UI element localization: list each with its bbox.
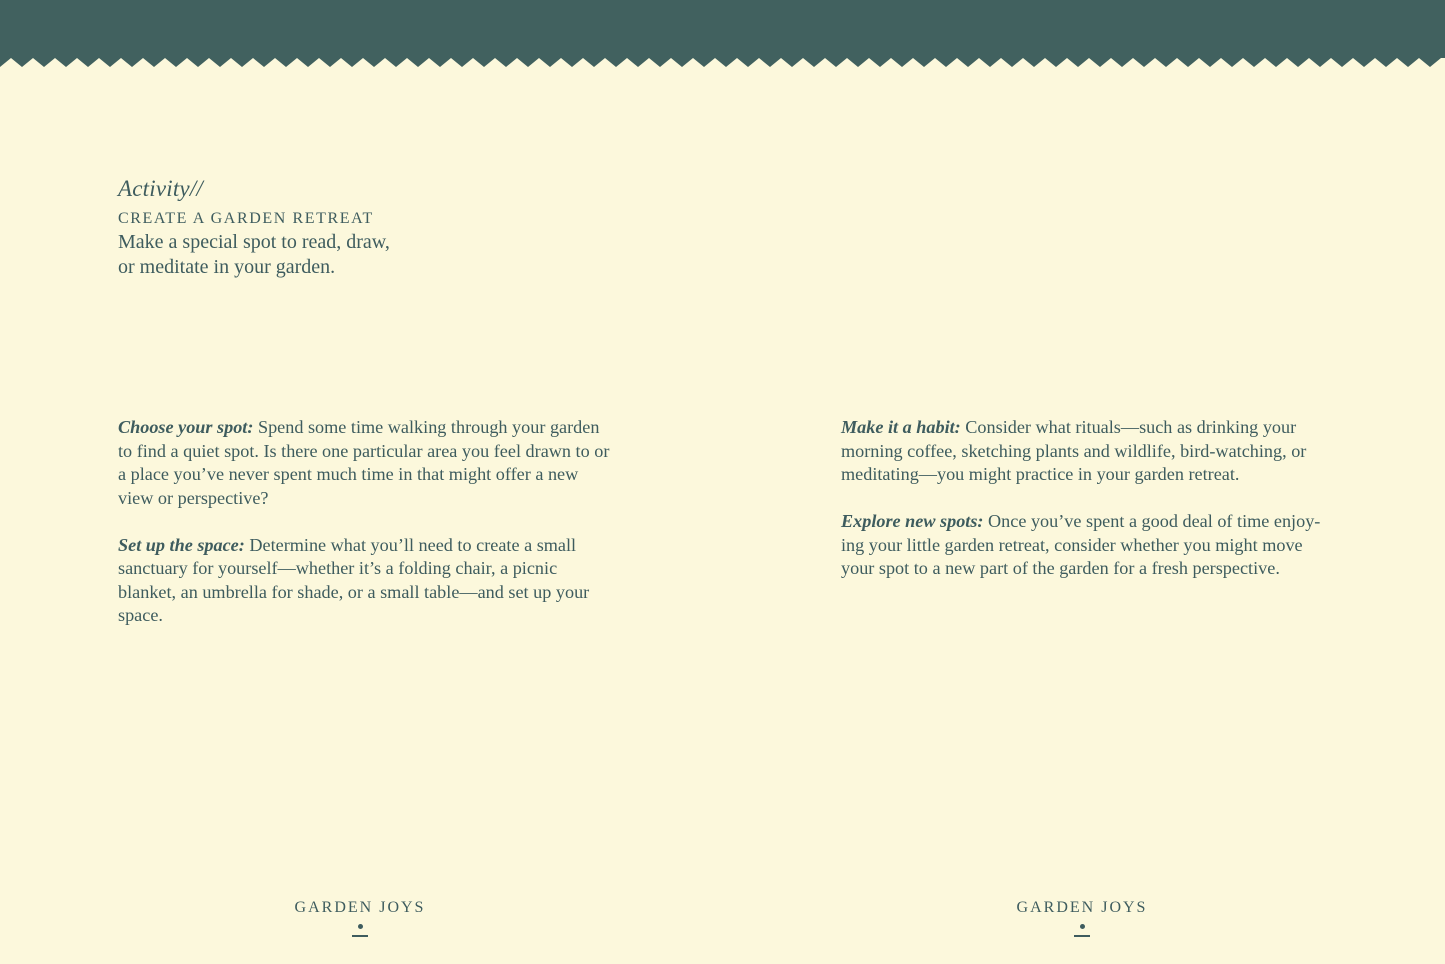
paragraph-set-up-space (118, 534, 610, 628)
folio-dot-icon (352, 924, 368, 938)
paragraph-explore-spots (841, 510, 1321, 581)
activity-label: Activity// (118, 176, 204, 201)
paragraph-body: Consider what rituals—such as drinking your morning coffee, sketching plants and wildlife, bird-watching, or meditating—you might practice in your garden retreat. (841, 417, 1307, 484)
footer-left (260, 897, 460, 938)
right-column (841, 416, 1321, 604)
folio-dot-icon (1074, 924, 1090, 938)
running-footer-text: GARDEN JOYS (1016, 899, 1148, 916)
zigzag-header-band (0, 0, 1445, 70)
paragraph-lead: Choose your spot: (118, 417, 254, 437)
activity-header (118, 174, 538, 280)
paragraph-body: Spend some time walking through your garden to find a quiet spot. Is there one particular area you feel drawn to or a place you’ve never spent much time in that might offer a new view or perspective? (118, 417, 610, 508)
left-column (118, 416, 610, 651)
paragraph-body: Determine what you’ll need to create a small sanctuary for yourself—whether it’s a folding chair, a picnic blanket, an umbrella for shade, or a small table—and set up your space. (118, 534, 590, 625)
paragraph-body: Once you’ve spent a good deal of time enjoy- ing your little garden retreat, consider whether you might move your spot to a new part of the garden for a fresh perspective. (841, 511, 1321, 578)
paragraph-make-habit (841, 416, 1321, 487)
paragraph-choose-spot (118, 416, 610, 510)
activity-subtitle: Make a special spot to read, draw, or meditate in your garden. (118, 231, 390, 278)
paragraph-lead: Make it a habit: (841, 417, 961, 437)
paragraph-lead: Set up the space: (118, 534, 245, 555)
activity-title: CREATE A GARDEN RETREAT (118, 210, 374, 227)
footer-right (982, 897, 1182, 938)
paragraph-lead: Explore new spots: (841, 511, 984, 531)
running-footer-text: GARDEN JOYS (294, 899, 426, 916)
